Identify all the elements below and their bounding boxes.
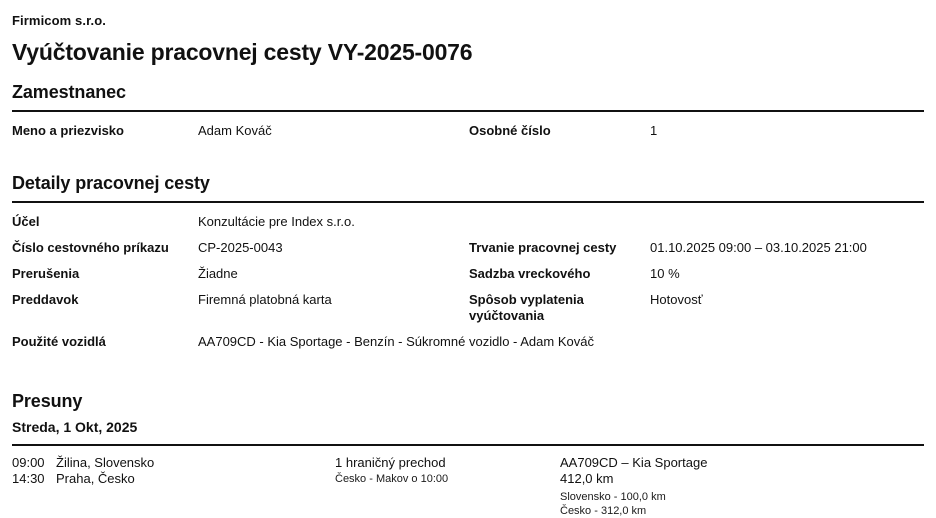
document-title: Vyúčtovanie pracovnej cesty VY-2025-0076 <box>12 39 473 65</box>
employee-fields <box>12 112 924 139</box>
employee-section-heading: Zamestnanec <box>12 81 924 112</box>
advance-value: Firemná platobná karta <box>198 292 332 307</box>
distance-item: Česko - 312,0 km <box>560 505 647 517</box>
interruptions-value: Žiadne <box>198 266 238 281</box>
stop-list <box>12 455 335 518</box>
details-row-vehicles <box>12 334 924 350</box>
border-crossing-detail: Česko - Makov o 10:00 <box>335 473 449 485</box>
transfers-section-heading: Presuny <box>12 391 83 411</box>
transfer-row <box>12 446 924 518</box>
stop-place: Žilina, Slovensko <box>56 455 155 470</box>
details-row-purpose <box>12 214 924 230</box>
border-crossing-summary: 1 hraničný prechod <box>335 455 446 470</box>
duration-label: Trvanie pracovnej cesty <box>469 240 617 255</box>
employee-name-label: Meno a priezvisko <box>12 123 124 138</box>
employee-name-value: Adam Kováč <box>198 123 272 138</box>
total-distance: 412,0 km <box>560 471 614 486</box>
vehicle-cell <box>560 455 924 518</box>
stop-item <box>12 455 335 471</box>
section-trip-details <box>12 172 924 350</box>
payout-method-label: Spôsob vyplatenia vyúčtovania <box>469 292 584 323</box>
company-name: Firmicom s.r.o. <box>12 13 106 28</box>
distance-breakdown <box>560 490 924 518</box>
pocket-money-rate-label: Sadzba vreckového <box>469 266 591 281</box>
details-fields <box>12 203 924 350</box>
section-employee <box>12 81 924 139</box>
stop-place: Praha, Česko <box>56 471 135 486</box>
transfers-day-heading: Streda, 1 Okt, 2025 <box>12 419 924 446</box>
details-section-heading: Detaily pracovnej cesty <box>12 172 924 203</box>
vehicle-name: AA709CD – Kia Sportage <box>560 455 708 470</box>
duration-value: 01.10.2025 09:00 – 03.10.2025 21:00 <box>650 240 867 255</box>
details-row-advance-payout <box>12 292 924 324</box>
stop-time: 14:30 <box>12 471 45 486</box>
personal-number-value: 1 <box>650 123 658 138</box>
travel-order-value: CP-2025-0043 <box>198 240 283 255</box>
employee-row <box>12 123 924 139</box>
vehicles-label: Použité vozidlá <box>12 334 106 349</box>
purpose-label: Účel <box>12 214 40 229</box>
details-row-order-duration <box>12 240 924 256</box>
stop-time: 09:00 <box>12 455 45 470</box>
travel-order-label: Číslo cestovného príkazu <box>12 240 169 255</box>
details-row-interruptions-rate <box>12 266 924 282</box>
stop-item <box>12 471 335 487</box>
pocket-money-rate-value: 10 % <box>650 266 680 281</box>
border-crossing-cell <box>335 455 560 518</box>
purpose-value: Konzultácie pre Index s.r.o. <box>198 214 355 229</box>
distance-item: Slovensko - 100,0 km <box>560 491 666 503</box>
advance-label: Preddavok <box>12 292 79 307</box>
section-transfers <box>12 390 924 518</box>
payout-method-value: Hotovosť <box>650 292 703 307</box>
vehicles-value: AA709CD - Kia Sportage - Benzín - Súkromné vozidlo - Adam Kováč <box>198 334 594 349</box>
interruptions-label: Prerušenia <box>12 266 80 281</box>
personal-number-label: Osobné číslo <box>469 123 551 138</box>
